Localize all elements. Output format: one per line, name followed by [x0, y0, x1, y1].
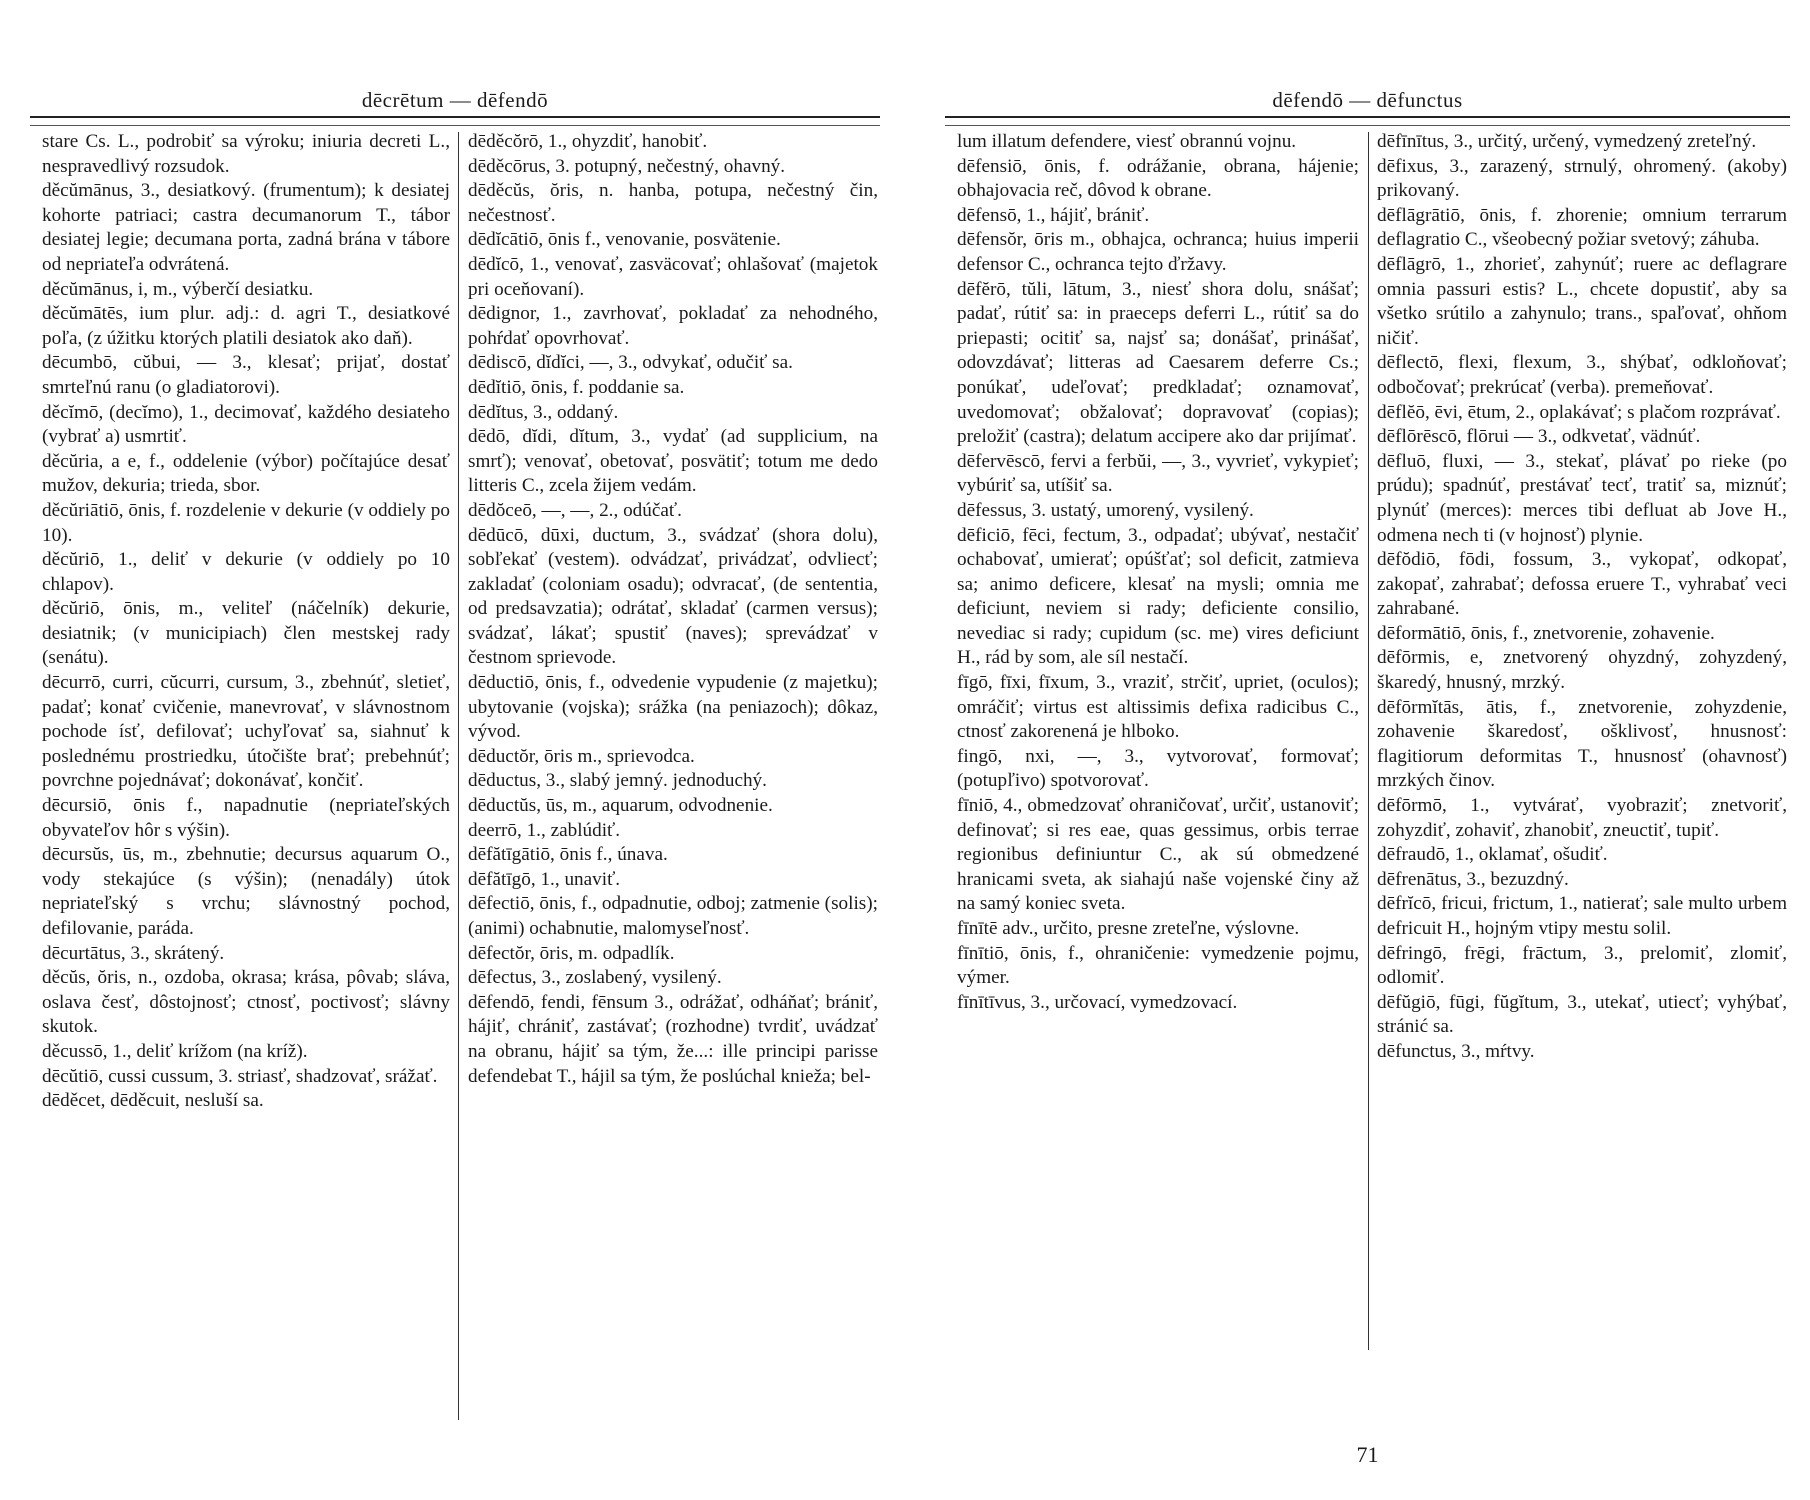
column-1	[957, 130, 1359, 1015]
dictionary-entry: dēfōrmĭtās, ātis, f., znetvorenie, zohyzdenie, zohavenie škaredosť, ošklivosť, hnusnosť: flagitiorum deformitas T., hnusnosť (ohavnosť) mrzkých činov.	[1377, 696, 1787, 792]
dictionary-entry: dēfectus, 3., zoslabený, vysilený.	[468, 967, 722, 989]
dictionary-entry: dēfervēscō, fervi a ferbŭi, —, 3., vyvrieť, vykypieť; vybúriť sa, utíšiť sa.	[957, 450, 1359, 497]
dictionary-entry: děcŭriō, 1., deliť v dekurie (v oddiely po 10 chlapov).	[42, 549, 450, 595]
dictionary-entry: dēformātiō, ōnis, f., znetvorenie, zohavenie.	[1377, 622, 1715, 644]
dictionary-entry: dēfensŏr, ōris m., obhajca, ochranca; huius imperii defensor C., ochranca tejto ďržavy.	[957, 229, 1359, 275]
dictionary-entry: dēficiō, fēci, fectum, 3., odpadať; ubývať, nestačiť ochabovať, umierať; opúšťať; sol deficit, zatmieva sa; animo deficere, klesať na mysli; omnia me deficiunt, neviem si rady; deficiente consilio, nevediac si rady; cupidum (sc. me) vires deficiunt H., rád by som, ale síl nestačí.	[957, 524, 1359, 669]
dictionary-entry: děcĭmō, (decĭmo), 1., decimovať, každého desiateho (vybrať a) usmrtiť.	[42, 401, 450, 448]
dictionary-entry: dēflāgrātiō, ōnis, f. zhorenie; omnium terrarum deflagratio C., všeobecný požiar svetový; záhuba.	[1377, 204, 1787, 251]
dictionary-entry: dēflĕō, ēvi, ētum, 2., oplakávať; s plačom rozprávať.	[1377, 401, 1781, 423]
dictionary-entry: dēductŭs, ūs, m., aquarum, odvodnenie.	[468, 795, 773, 817]
column-1	[42, 130, 450, 1114]
dictionary-entry: děcŭriātiō, ōnis, f. rozdelenie v dekurie (v oddiely po 10).	[42, 499, 450, 546]
column-2	[468, 130, 878, 1089]
dictionary-entry: dēdignor, 1., zavrhovať, pokladať za nehodného, pohŕdať opovrhovať.	[468, 303, 878, 349]
dictionary-entry: dēdĭtus, 3., oddaný.	[468, 401, 619, 423]
dictionary-entry: dēfătīgō, 1., unaviť.	[468, 868, 621, 890]
dictionary-entry: dēděcŏrō, 1., ohyzdiť, hanobiť.	[468, 131, 708, 152]
dictionary-entry: dēfraudō, 1., oklamať, ošudiť.	[1377, 844, 1608, 866]
dictionary-entry: dēfătīgātiō, ōnis f., únava.	[468, 844, 668, 866]
dictionary-entry: dēfrenātus, 3., bezuzdný.	[1377, 868, 1569, 890]
dictionary-entry: fīnītīvus, 3., určovací, vymedzovací.	[957, 991, 1238, 1013]
right-page	[945, 0, 1790, 1500]
dictionary-entry: děcŭmānus, i, m., výberčí desiatku.	[42, 278, 314, 300]
dictionary-entry: dēfectŏr, ōris, m. odpadlík.	[468, 942, 675, 964]
dictionary-entry: dēductŏr, ōris m., sprievodca.	[468, 745, 695, 767]
dictionary-entry: děcŭriō, ōnis, m., veliteľ (náčelník) dekurie, desiatnik; (v municipiach) člen mestskej rady (senátu).	[42, 598, 450, 669]
dictionary-entry: dēcursŭs, ūs, m., zbehnutie; decursus aquarum O., vody stekajúce (s výšin); (nenadály) útok nepriateľský s vrchu; slávnostný pochod, defilovanie, paráda.	[42, 844, 450, 939]
dictionary-entry: fīnītē adv., určito, presne zreteľne, výslovne.	[957, 918, 1300, 939]
dictionary-entry: dēfŏdiō, fōdi, fossum, 3., vykopať, odkopať, zakopať, zahrabať; defossa eruere T., vyhrabať veci zahrabané.	[1377, 549, 1787, 620]
dictionary-entry: dēcurrō, curri, cŭcurri, cursum, 3., zbehnúť, sletieť, padať; konať cvičenie, manevrovať, v slávnostnom pochode ísť, defilovať; uchyľovať sa, siahnuť k poslednému prostriedku, útočište brať; prebehnúť; povrchne pojednávať; dokonávať, končiť.	[42, 672, 450, 792]
dictionary-entry: dēcurtātus, 3., skrátený.	[42, 942, 225, 964]
dictionary-entry: dēfrĭcō, fricui, frictum, 1., natierať; sale multo urbem defricuit H., hojným vtipy mestu solil.	[1377, 893, 1787, 939]
dictionary-entry: stare Cs. L., podrobiť sa výroku; iniuria decreti L., nespravedlivý rozsudok.	[42, 131, 450, 177]
dictionary-entry: dēdō, dĭdi, dĭtum, 3., vydať (ad supplicium, na smrť); venovať, obetovať, posvätiť; totum me dedo litteris C., zcela žijem vedám.	[468, 426, 878, 497]
running-head: dēcrētum — dēfendō	[361, 88, 549, 112]
dictionary-entry: dēfĕrō, tŭli, lātum, 3., niesť shora dolu, snášať; padať, rútiť sa: in praeceps deferri L., rútiť sa do priepasti; ocitiť sa, najsť sa; donášať, prinášať, odovzdávať; litteras ad Caesarem deferre Cs.; ponúkať, udeľovať; predkladať; oznamovať, uvedomovať; obžalovať; dopravovať (copias); preložiť (castra); delatum accipere ako dar prijímať.	[957, 278, 1359, 448]
dictionary-entry: fīgō, fīxi, fīxum, 3., vraziť, strčiť, upriet, (oculos); omráčiť; virtus est altissimis defixa radicibus C., ctnosť zakorenená je hlboko.	[957, 672, 1359, 743]
dictionary-entry: děcŭmātēs, ium plur. adj.: d. agri T., desiatkové poľa, (z úžitku ktorých platili desiatok ako daň).	[42, 303, 450, 349]
dictionary-entry: dēděcet, dēděcuit, nesluší sa.	[42, 1090, 264, 1112]
dictionary-entry: dēfīnītus, 3., určitý, určený, vymedzený zreteľný.	[1377, 131, 1757, 152]
dictionary-entry: dēfluō, fluxi, — 3., stekať, plávať po rieke (po prúdu); spadnúť, prestávať tecť, tratiť sa, miznúť; plynúť (merces): merces tibi defluat ab Jove H., odmena nech ti (v hojnosť) plynie.	[1377, 450, 1787, 546]
dictionary-entry: dēfixus, 3., zarazený, strnulý, ohromený. (akoby) prikovaný.	[1377, 155, 1787, 202]
dictionary-entry: lum illatum defendere, viesť obrannú vojnu.	[957, 131, 1297, 152]
dictionary-entry: děcussō, 1., deliť krížom (na kríž).	[42, 1040, 308, 1062]
dictionary-entry: dēcŭtiō, cussi cussum, 3. striasť, shadzovať, srážať.	[42, 1065, 438, 1087]
dictionary-entry: dēdĭcō, 1., venovať, zasväcovať; ohlašovať (majetok pri oceňovaní).	[468, 253, 878, 300]
dictionary-entry: fīnītiō, ōnis, f., ohraničenie: vymedzenie pojmu, výmer.	[957, 942, 1359, 989]
dictionary-entry: dēfringō, frēgi, frāctum, 3., prelomiť, zlomiť, odlomiť.	[1377, 942, 1787, 989]
dictionary-entry: děcŭs, ŏris, n., ozdoba, okrasa; krása, pôvab; sláva, oslava česť, dôstojnosť; ctnosť, poctivosť; slávny skutok.	[42, 967, 450, 1038]
column-divider	[1368, 132, 1369, 1350]
dictionary-entry: děcŭria, a e, f., oddelenie (výbor) počítajúce desať mužov, dekuria; trieda, sbor.	[42, 450, 450, 497]
dictionary-entry: dēfŭgiō, fūgi, fŭgĭtum, 3., utekať, utiecť; vyhýbať, stránić sa.	[1377, 991, 1787, 1038]
dictionary-entry: dēdĭtiō, ōnis, f. poddanie sa.	[468, 376, 685, 398]
dictionary-entry: dēflāgrō, 1., zhorieť, zahynúť; ruere ac deflagrare omnia passuri estis? L., chcete dopustiť, aby sa všetko srútilo a zahynulo; trans., spaľovať, ohňom ničiť.	[1377, 253, 1787, 349]
dictionary-entry: děcŭmānus, 3., desiatkový. (frumentum); k desiatej kohorte patriaci; castra decumanorum T., tábor desiatej legie; decumana porta, zadná brána v tábore od nepriateľa odvrátená.	[42, 180, 450, 275]
dictionary-entry: dēfensō, 1., hájiť, brániť.	[957, 204, 1150, 226]
dictionary-entry: dēfunctus, 3., mŕtvy.	[1377, 1040, 1535, 1062]
dictionary-entry: dēcumbō, cŭbui, — 3., klesať; prijať, dostať smrteľnú ranu (o gladiatorovi).	[42, 352, 450, 398]
dictionary-entry: dēflōrēscō, flōrui — 3., odkvetať, vädnúť.	[1377, 426, 1701, 448]
dictionary-entry: fīniō, 4., obmedzovať ohraničovať, určiť, ustanoviť; definovať; si res eae, quas gessimus, orbis terrae regionibus definiuntur C., ak sú obmedzené hranicami sveta, ak siahajú naše vojenské činy až na samý koniec sveta.	[957, 795, 1359, 915]
dictionary-entry: dēfessus, 3. ustatý, umorený, vysilený.	[957, 499, 1254, 521]
dictionary-entry: dēflectō, flexi, flexum, 3., shýbať, odkloňovať; odbočovať; prekrúcať (verba). premeňovať.	[1377, 352, 1787, 398]
dictionary-entry: dēděcŭs, ŏris, n. hanba, potupa, nečestný čin, nečestnosť.	[468, 180, 878, 226]
dictionary-entry: dēdiscō, dĭdĭci, —, 3., odvykať, odučiť sa.	[468, 352, 793, 374]
dictionary-entry: dēfōrmis, e, znetvorený ohyzdný, zohyzdený, škaredý, hnusný, mrzký.	[1377, 647, 1787, 694]
left-page	[30, 0, 880, 1500]
dictionary-entry: dēděcōrus, 3. potupný, nečestný, ohavný.	[468, 155, 786, 177]
dictionary-entry: fingō, nxi, —, 3., vytvorovať, formovať; (potupľivo) spotvorovať.	[957, 745, 1359, 792]
dictionary-entry: dēductus, 3., slabý jemný. jednoduchý.	[468, 770, 767, 792]
dictionary-entry: dēdūcō, dūxi, ductum, 3., svádzať (shora dolu), sobľekať (vestem). odvádzať, privádzať, odvliecť; zakladať (coloniam osadu); odvracať, (de sententia, od predsavzatia); odrátať, skladať (carmen versus); svádzať, lákať; spustiť (naves); sprevádzať v čestnom sprievode.	[468, 524, 878, 669]
dictionary-entry: dēdŏceō, —, —, 2., odúčať.	[468, 499, 682, 521]
dictionary-entry: dēdĭcātiō, ōnis f., venovanie, posvätenie.	[468, 229, 781, 251]
dictionary-entry: dēcursiō, ōnis f., napadnutie (nepriateľských obyvateľov hôr s výšin).	[42, 795, 450, 841]
dictionary-entry: dēfectiō, ōnis, f., odpadnutie, odboj; zatmenie (solis); (animi) ochabnutie, malomyseľnosť.	[468, 893, 878, 939]
dictionary-entry: dēfendō, fendi, fēnsum 3., odrážať, odháňať; brániť, hájiť, chrániť, zastávať; (rozhodne) tvrdiť, uvádzať na obranu, hájiť sa tým, že...: ille principi parisse defendebat T., hájil sa tým, že poslúchal knieža; bel-	[468, 991, 878, 1087]
header-rule	[945, 116, 1790, 126]
running-head: dēfendō — dēfunctus	[1272, 88, 1463, 112]
dictionary-entry: dēductiō, ōnis, f., odvedenie vypudenie (z majetku); ubytovanie (vojska); srážka (na peniazoch); dôkaz, vývod.	[468, 672, 878, 743]
dictionary-entry: dēfensiō, ōnis, f. odrážanie, obrana, hájenie; obhajovacia reč, dôvod k obrane.	[957, 155, 1359, 202]
dictionary-entry: deerrō, 1., zablúdiť.	[468, 819, 621, 841]
dictionary-entry: dēfōrmō, 1., vytvárať, vyobraziť; znetvoriť, zohyzdiť, zohaviť, zhanobiť, zneuctiť, tupiť.	[1377, 795, 1787, 841]
column-divider	[458, 132, 459, 1420]
page-number: 71	[1356, 1442, 1379, 1467]
header-rule	[30, 116, 880, 126]
column-2	[1377, 130, 1787, 1065]
